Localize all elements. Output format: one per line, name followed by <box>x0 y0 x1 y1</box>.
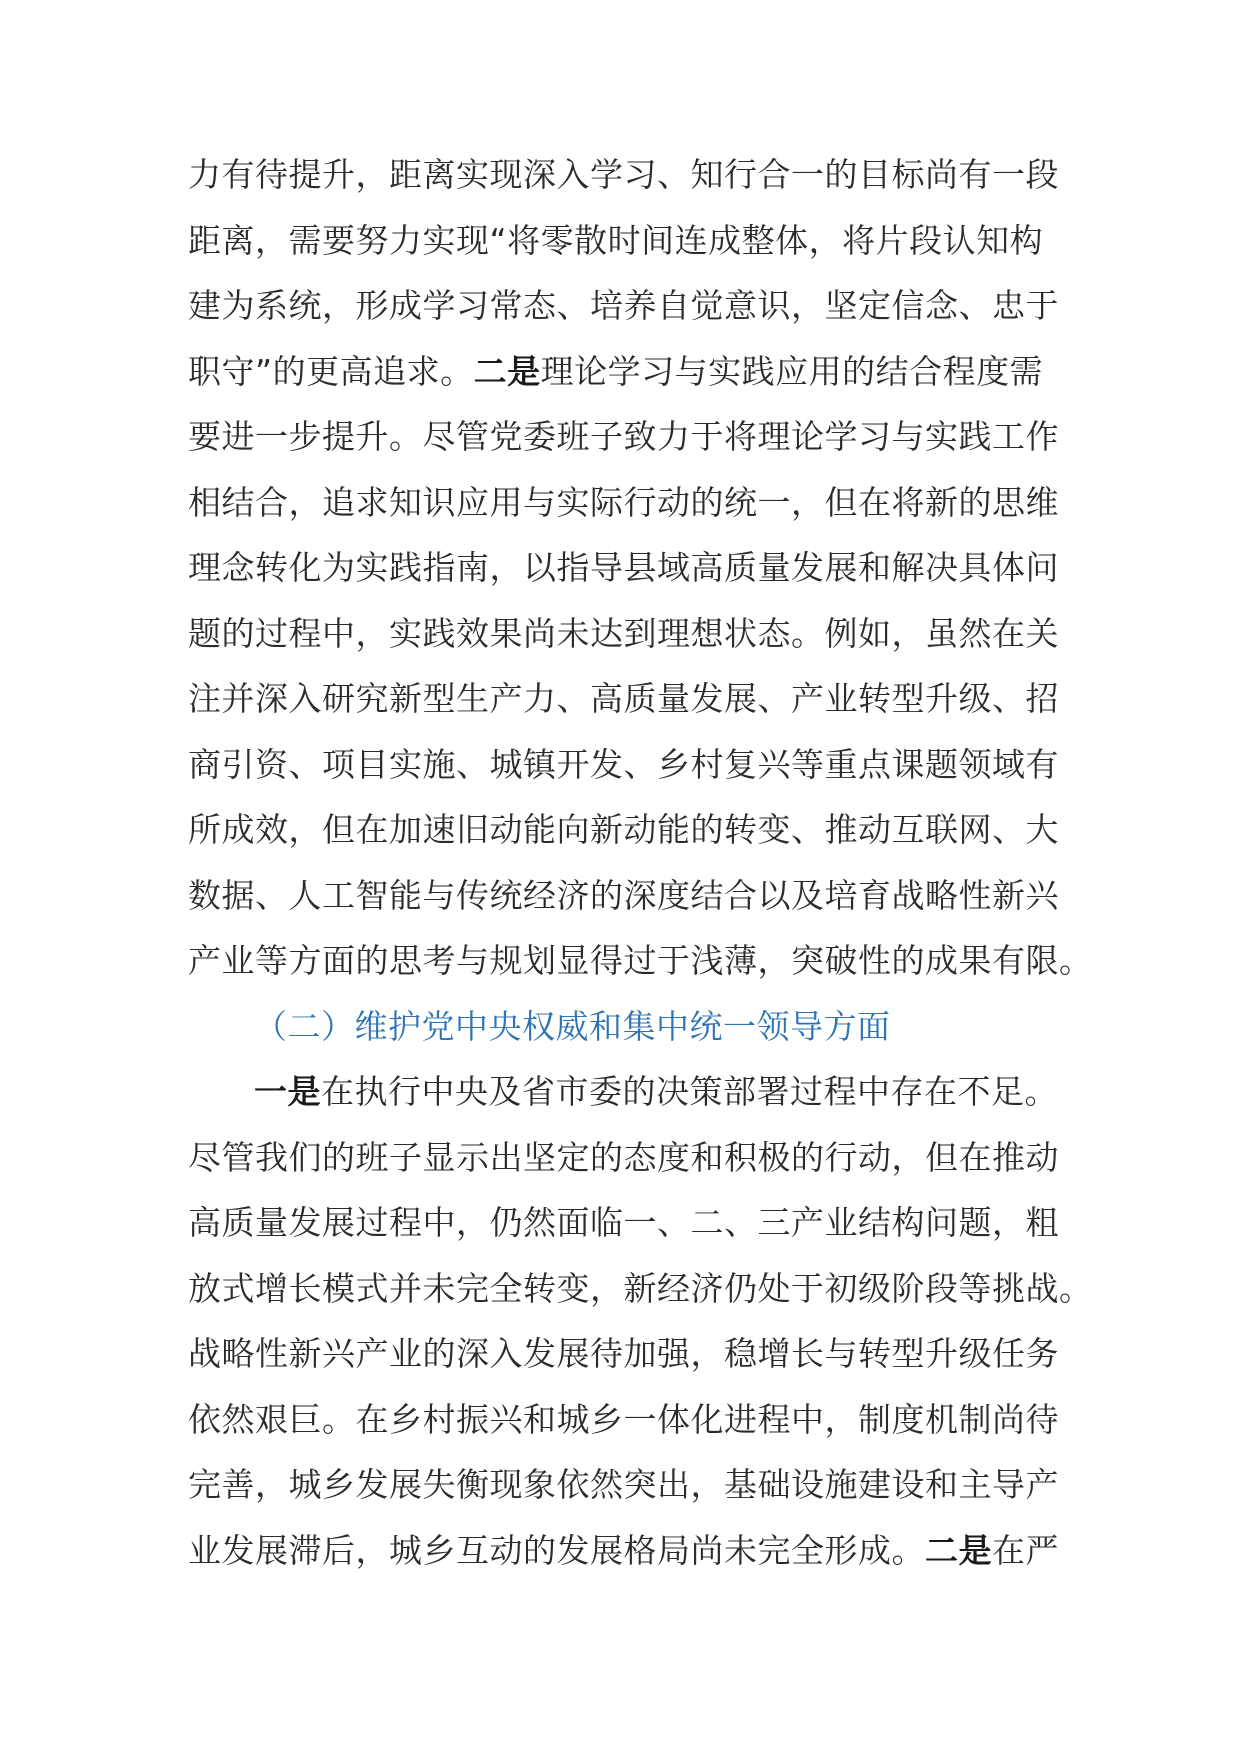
section-heading <box>188 994 1068 1060</box>
text-run: 建为系统，形成学习常态、培养自觉意识，坚定信念、忠于 <box>188 286 1059 325</box>
text-line <box>188 1256 1093 1322</box>
text-line <box>188 1059 1068 1125</box>
text-line <box>188 863 1068 929</box>
text-line <box>188 1190 1068 1256</box>
text-line <box>188 666 1068 732</box>
text-run: 产业等方面的思考与规划显得过于浅薄，突破性的成果有限。 <box>188 941 1093 980</box>
text-line <box>188 601 1068 667</box>
bold-label: 二是 <box>473 351 541 391</box>
text-run: 理念转化为实践指南，以指导县域高质量发展和解决具体问 <box>188 548 1059 587</box>
text-line <box>188 535 1068 601</box>
text-run: 完善，城乡发展失衡现象依然突出，基础设施建设和主导产 <box>188 1465 1059 1504</box>
text-run: 商引资、项目实施、城镇开发、乡村复兴等重点课题领域有 <box>188 744 1059 784</box>
text-line <box>188 1321 1068 1387</box>
bold-label: 一是 <box>254 1072 321 1111</box>
text-run: 题的过程中，实践效果尚未达到理想状态。例如，虽然在关 <box>188 613 1059 653</box>
text-run: 注并深入研究新型生产力、高质量发展、产业转型升级、招 <box>188 679 1059 718</box>
text-run: （二）维护党中央权威和集中统一领导方面 <box>254 1006 891 1046</box>
text-line <box>188 1452 1068 1518</box>
bold-label: 二是 <box>925 1530 992 1570</box>
text-run: 距离，需要努力实现“将零散时间连成整体，将片段认知构 <box>188 220 1044 260</box>
text-run: 在严 <box>992 1530 1059 1570</box>
text-run: 战略性新兴产业的深入发展待加强，稳增长与转型升级任务 <box>188 1334 1059 1373</box>
text-run: 放式增长模式并未完全转变，新经济仍处于初级阶段等挑战。 <box>188 1268 1093 1308</box>
text-line <box>188 470 1068 536</box>
text-run: 在执行中央及省市委的决策部署过程中存在不足。 <box>321 1072 1058 1111</box>
text-line <box>188 1125 1068 1191</box>
text-run: 数据、人工智能与传统经济的深度结合以及培育战略性新兴 <box>188 875 1059 915</box>
text-run: 要进一步提升。尽管党委班子致力于将理论学习与实践工作 <box>188 417 1059 456</box>
text-line <box>188 797 1068 863</box>
text-line <box>188 339 1068 405</box>
text-run: 力有待提升，距离实现深入学习、知行合一的目标尚有一段 <box>188 155 1059 194</box>
text-line <box>188 208 1068 274</box>
text-run: 尽管我们的班子显示出坚定的态度和积极的行动，但在推动 <box>188 1137 1059 1177</box>
text-line <box>188 1518 1068 1584</box>
body-text <box>188 142 1093 1583</box>
text-line <box>188 928 1093 994</box>
text-run: 职守”的更高追求。 <box>188 351 474 391</box>
text-run: 所成效，但在加速旧动能向新动能的转变、推动互联网、大 <box>188 810 1059 849</box>
text-line <box>188 142 1068 208</box>
text-run: 理论学习与实践应用的结合程度需 <box>540 351 1044 391</box>
text-line <box>188 732 1068 798</box>
text-run: 相结合，追求知识应用与实际行动的统一，但在将新的思维 <box>188 482 1059 522</box>
text-run: 依然艰巨。在乡村振兴和城乡一体化进程中，制度机制尚待 <box>188 1399 1059 1439</box>
text-line <box>188 1387 1068 1453</box>
text-line <box>188 273 1068 339</box>
text-run: 业发展滞后，城乡互动的发展格局尚未完全形成。 <box>188 1530 925 1570</box>
text-line <box>188 404 1068 470</box>
text-run: 高质量发展过程中，仍然面临一、二、三产业结构问题，粗 <box>188 1203 1059 1242</box>
